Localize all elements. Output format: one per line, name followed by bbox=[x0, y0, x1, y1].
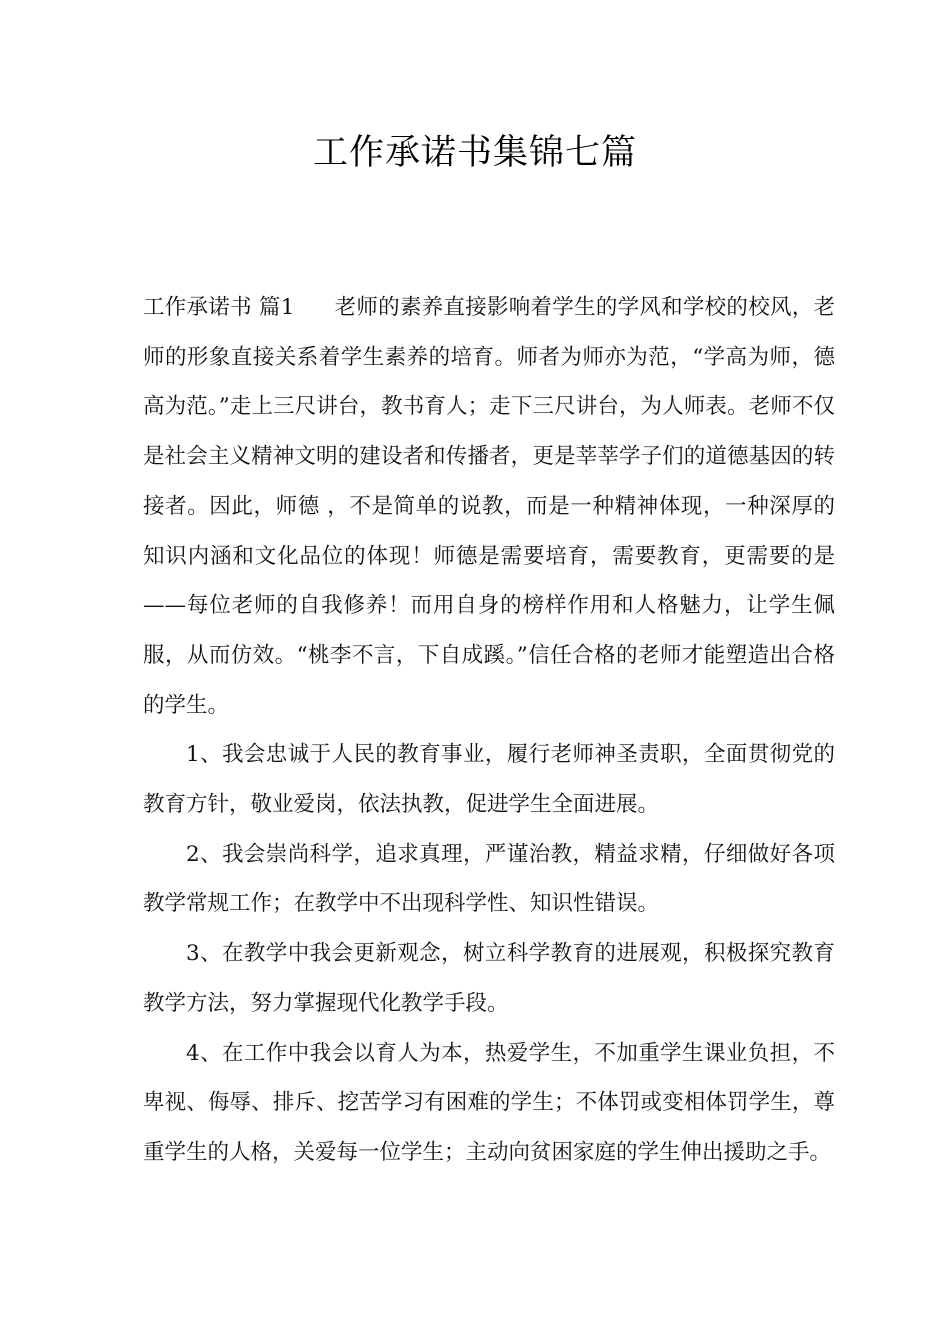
commitment-item-1: 1、我会忠诚于人民的教育事业，履行老师神圣责职，全面贯彻党的教育方针，敬业爱岗，依法执教，促进学生全面进展。 bbox=[143, 742, 835, 818]
document-title: 工作承诺书集锦七篇 bbox=[312, 133, 637, 173]
commitment-item-4: 4、在工作中我会以育人为本，热爱学生，不加重学生课业负担，不卑视、侮辱、排斥、挖苦学习有困难的学生；不体罚或变相体罚学生，尊重学生的人格，关爱每一位学生；主动向贫困家庭的学生伸出援助之手。 bbox=[143, 1040, 835, 1165]
commitment-item-2: 2、我会崇尚科学，追求真理，严谨治教，精益求精，仔细做好各项教学常规工作；在教学中不出现科学性、知识性错误。 bbox=[143, 841, 835, 917]
intro-paragraph bbox=[143, 283, 835, 730]
document-body bbox=[143, 283, 835, 1178]
section-heading: 工作承诺书 篇1 bbox=[143, 295, 295, 320]
intro-text: 老师的素养直接影响着学生的学风和学校的校风，老师的形象直接关系着学生素养的培育。师者为师亦为范，“学高为师，德高为范。”走上三尺讲台，教书育人；走下三尺讲台，为人师表。老师不仅是社会主义精神文明的建设者和传播者，更是莘莘学子们的道德基因的转接者。因此，师德 ，不是简单的说教，而是一种精神体现，一种深厚的知识内涵和文化品位的体现！师德是需要培育，需要教育，更需要的是——每位老师的自我修养！而用自身的榜样作用和人格魅力，让学生佩服，从而仿效。“桃李不言，下自成蹊。”信任合格的老师才能塑造出合格的学生。 bbox=[143, 295, 835, 718]
commitment-item-3: 3、在教学中我会更新观念，树立科学教育的进展观，积极探究教育教学方法，努力掌握现代化教学手段。 bbox=[143, 941, 835, 1016]
